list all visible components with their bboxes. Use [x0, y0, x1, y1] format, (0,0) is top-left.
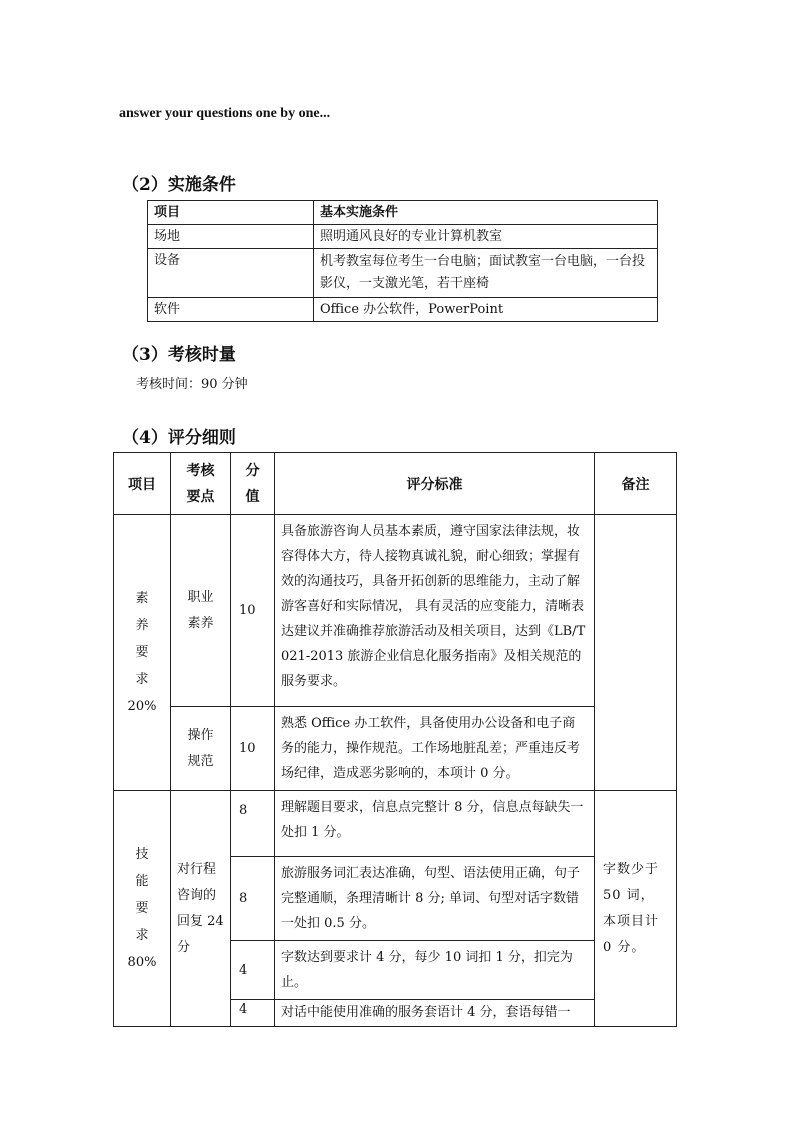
note-cell: 字数少于 50 词，本项目计 0 分。	[595, 791, 677, 1027]
label-line: 技	[135, 847, 149, 862]
table-header-row	[148, 201, 658, 225]
section-conditions-title: （2）实施条件	[122, 175, 236, 195]
section-scoring-title: （4）评分细则	[122, 428, 236, 448]
table-cell: 软件	[148, 298, 314, 322]
conditions-table	[147, 200, 658, 322]
header-score	[231, 453, 275, 515]
score-cell: 10	[231, 707, 275, 791]
score-cell: 8	[231, 857, 275, 941]
header-label: 要点	[186, 488, 215, 505]
criteria-cell: 理解题目要求，信息点完整计 8 分，信息点每缺失一处扣 1 分。	[275, 791, 595, 857]
header-label: 分	[245, 462, 260, 479]
table-cell: 照明通风良好的专业计算机教室	[314, 225, 658, 249]
label-line: 要	[135, 901, 149, 916]
table-cell: Office 办公软件，PowerPoint	[314, 298, 658, 322]
header-label: 项目	[128, 476, 156, 493]
note-cell-empty	[595, 515, 677, 791]
label-line: 要	[135, 645, 149, 660]
label-line: 80%	[127, 955, 157, 970]
section-duration-title: （3）考核时量	[122, 345, 236, 365]
header-criteria	[275, 453, 595, 515]
score-cell: 4	[231, 941, 275, 1000]
point-line: 素养	[187, 615, 214, 631]
point-line: 职业	[187, 589, 214, 605]
criteria-cell: 旅游服务词汇表达准确，句型、语法使用正确，句子完整通顺，条理清晰计 8 分; 单词、句型对话字数错一处扣 0.5 分。	[275, 857, 595, 941]
table-cell: 设备	[148, 249, 314, 298]
score-cell: 10	[231, 515, 275, 707]
criteria-cell: 熟悉 Office 办工软件，具备使用办公设备和电子商务的能力，操作规范。工作场地脏乱差；严重违反考场纪律，造成恶劣影响的，本项计 0 分。	[275, 707, 595, 791]
criteria-cell: 字数达到要求计 4 分，每少 10 词扣 1 分，扣完为止。	[275, 941, 595, 1000]
header-label: 评分标准	[406, 476, 463, 493]
label-line: 求	[135, 672, 149, 687]
point-line: 分	[177, 939, 191, 955]
table-row	[148, 225, 658, 249]
point-line: 对行程	[177, 861, 217, 877]
score-cell: 4	[231, 1000, 275, 1027]
point-line: 规范	[187, 753, 214, 769]
header-label: 备注	[621, 476, 650, 493]
criteria-cell: 对话中能使用准确的服务套语计 4 分，套语每错一	[275, 1000, 595, 1027]
header-label: 值	[245, 488, 260, 505]
point-cell	[171, 791, 231, 1027]
point-line: 操作	[187, 727, 214, 743]
table-row	[148, 249, 658, 298]
criteria-cell: 具备旅游咨询人员基本素质，遵守国家法律法规，妆容得体大方，待人接物真诚礼貌，耐心细致；掌握有效的沟通技巧，具备开拓创新的思维能力，主动了解游客喜好和实际情况， 具有灵活的应变能力，清晰表达建议并准确推荐旅游活动及相关项目，达到《LB/T 021-2013 旅游企业信息化服务指南》及相关规范的服务要求。	[275, 515, 595, 707]
table-row	[114, 791, 677, 857]
table-header-row	[114, 453, 677, 515]
point-cell	[171, 515, 231, 707]
label-line: 20%	[127, 699, 157, 714]
table-row	[114, 515, 677, 707]
table-cell: 机考教室每位考生一台电脑；面试教室一台电脑，一台投影仪，一支激光笔，若干座椅	[314, 249, 658, 298]
table-row	[148, 298, 658, 322]
score-cell: 8	[231, 791, 275, 857]
point-cell	[171, 707, 231, 791]
label-line: 素	[135, 591, 149, 606]
group-label-quality	[114, 515, 171, 791]
header-cell: 项目	[148, 201, 314, 225]
header-label: 考核	[186, 462, 215, 479]
point-line: 咨询的	[177, 887, 217, 903]
label-line: 能	[135, 874, 149, 889]
lead-text: answer your questions one by one...	[119, 106, 331, 121]
table-cell: 场地	[148, 225, 314, 249]
group-label-skill	[114, 791, 171, 1027]
scoring-table	[113, 452, 677, 1027]
table-row	[114, 707, 677, 791]
label-line: 养	[135, 618, 149, 633]
header-item	[114, 453, 171, 515]
header-note	[595, 453, 677, 515]
header-point	[171, 453, 231, 515]
label-line: 求	[135, 928, 149, 943]
header-cell: 基本实施条件	[314, 201, 658, 225]
duration-text: 考核时间：90 分钟	[136, 377, 248, 392]
point-line: 回复 24	[177, 913, 224, 929]
